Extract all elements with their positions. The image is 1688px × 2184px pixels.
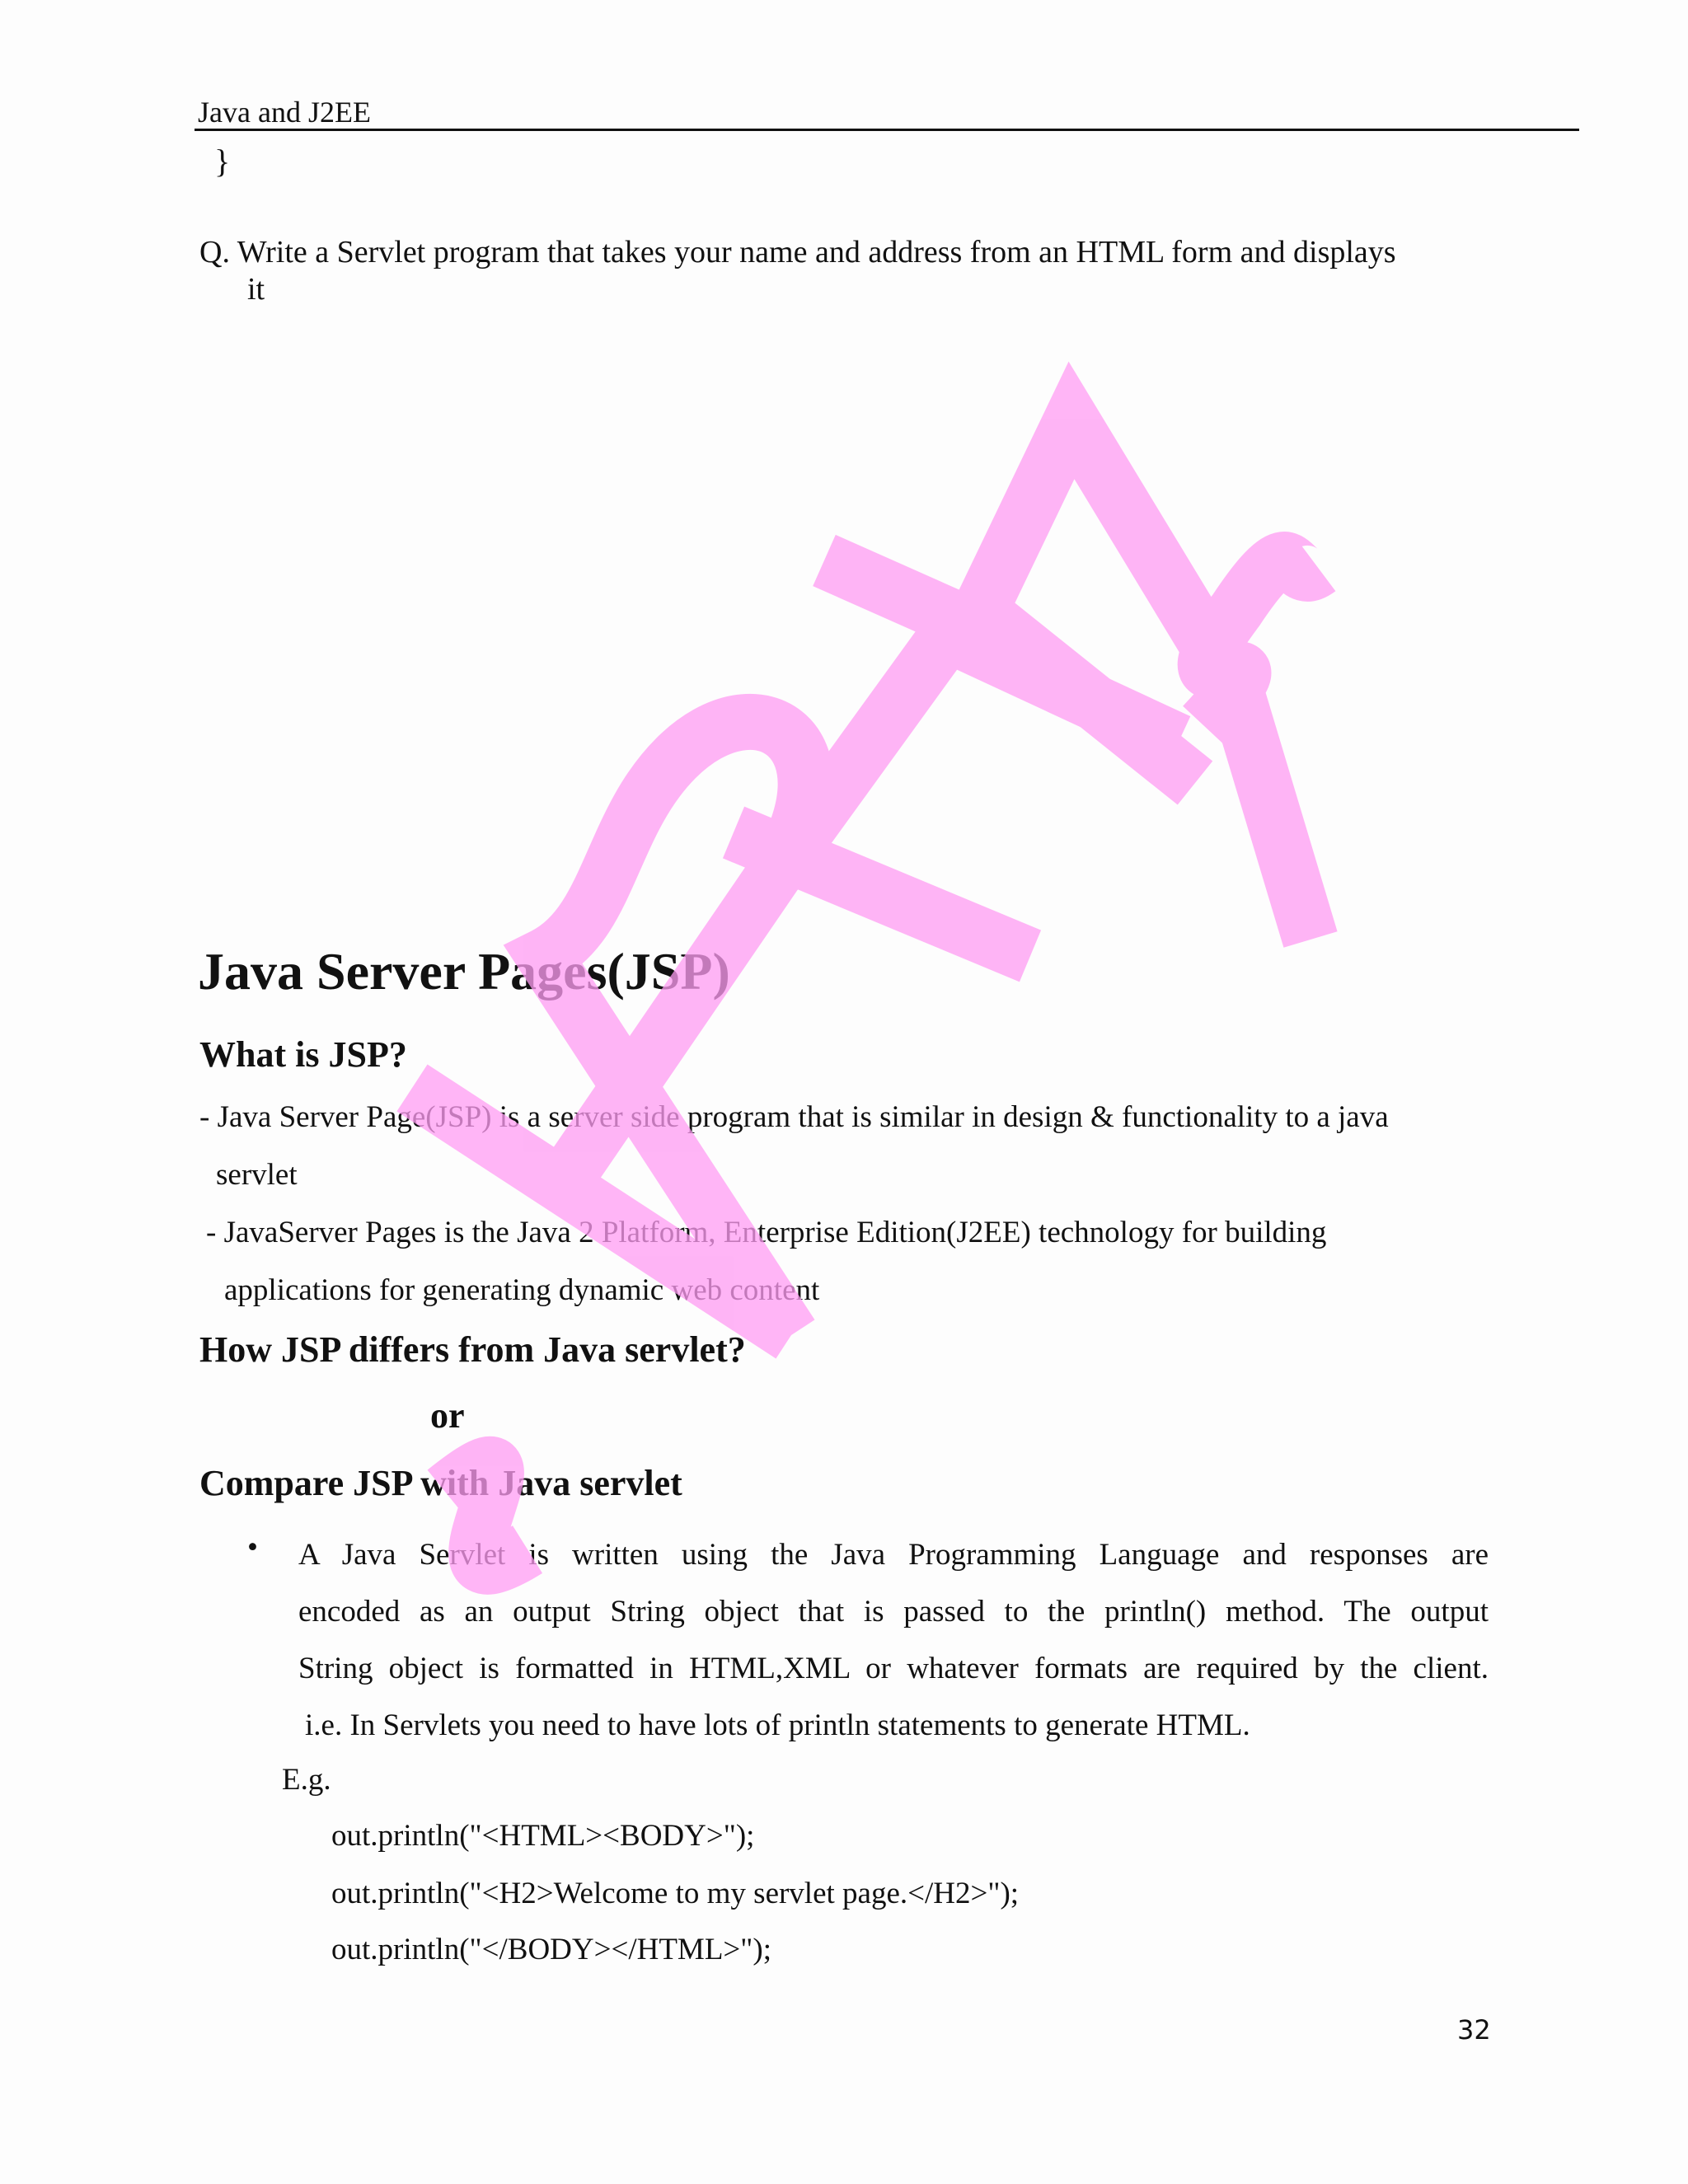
bullet-line: A Java Servlet is written using the Java Programming Language and responses are <box>298 1538 1489 1572</box>
watermark-letter-m <box>824 420 1311 940</box>
paragraph-1-line-1: - Java Server Page(JSP) is a server side program that is similar in design & functionality to a java <box>199 1100 1389 1134</box>
code-line: out.println("<H2>Welcome to my servlet page.</H2>"); <box>331 1877 1020 1910</box>
bullet-symbol: • <box>247 1530 258 1564</box>
paragraph-1-line-2: servlet <box>216 1158 298 1192</box>
watermark-letter-k <box>734 635 1179 956</box>
code-line: out.println("<HTML><BODY>"); <box>331 1819 755 1853</box>
header-rule <box>195 129 1579 131</box>
section-title: Java Server Pages(JSP) <box>198 942 730 1001</box>
question-line-1: Q. Write a Servlet program that takes your name and address from an HTML form and displays <box>199 235 1396 269</box>
paragraph-2-line-2: applications for generating dynamic web content <box>224 1273 820 1307</box>
compare-heading: Compare JSP with Java servlet <box>199 1463 682 1503</box>
running-header: Java and J2EE <box>198 96 371 129</box>
paragraph-2-line-1: - JavaServer Pages is the Java 2 Platform, Enterprise Edition(J2EE) technology for building <box>206 1216 1327 1249</box>
question-text <box>199 234 1485 308</box>
question-line-2: it <box>247 271 265 307</box>
how-differs-heading: How JSP differs from Java servlet? <box>199 1329 746 1370</box>
bullet-paragraph <box>298 1526 1489 1754</box>
bullet-line: i.e. In Servlets you need to have lots of println statements to generate HTML. <box>305 1708 1250 1742</box>
watermark-tilde-right <box>1203 560 1319 725</box>
bullet-line: String object is formatted in HTML,XML or whatever formats are required by the client. <box>298 1652 1489 1685</box>
or-text: or <box>430 1395 465 1436</box>
what-is-jsp-heading: What is JSP? <box>199 1034 407 1075</box>
page-number: 32 <box>1457 2014 1491 2046</box>
example-label: E.g. <box>282 1763 331 1797</box>
bullet-line: encoded as an output String object that is passed to the println() method. The output <box>298 1595 1489 1629</box>
code-line: out.println("</BODY></HTML>"); <box>331 1933 772 1966</box>
code-closing-brace: } <box>214 143 231 180</box>
